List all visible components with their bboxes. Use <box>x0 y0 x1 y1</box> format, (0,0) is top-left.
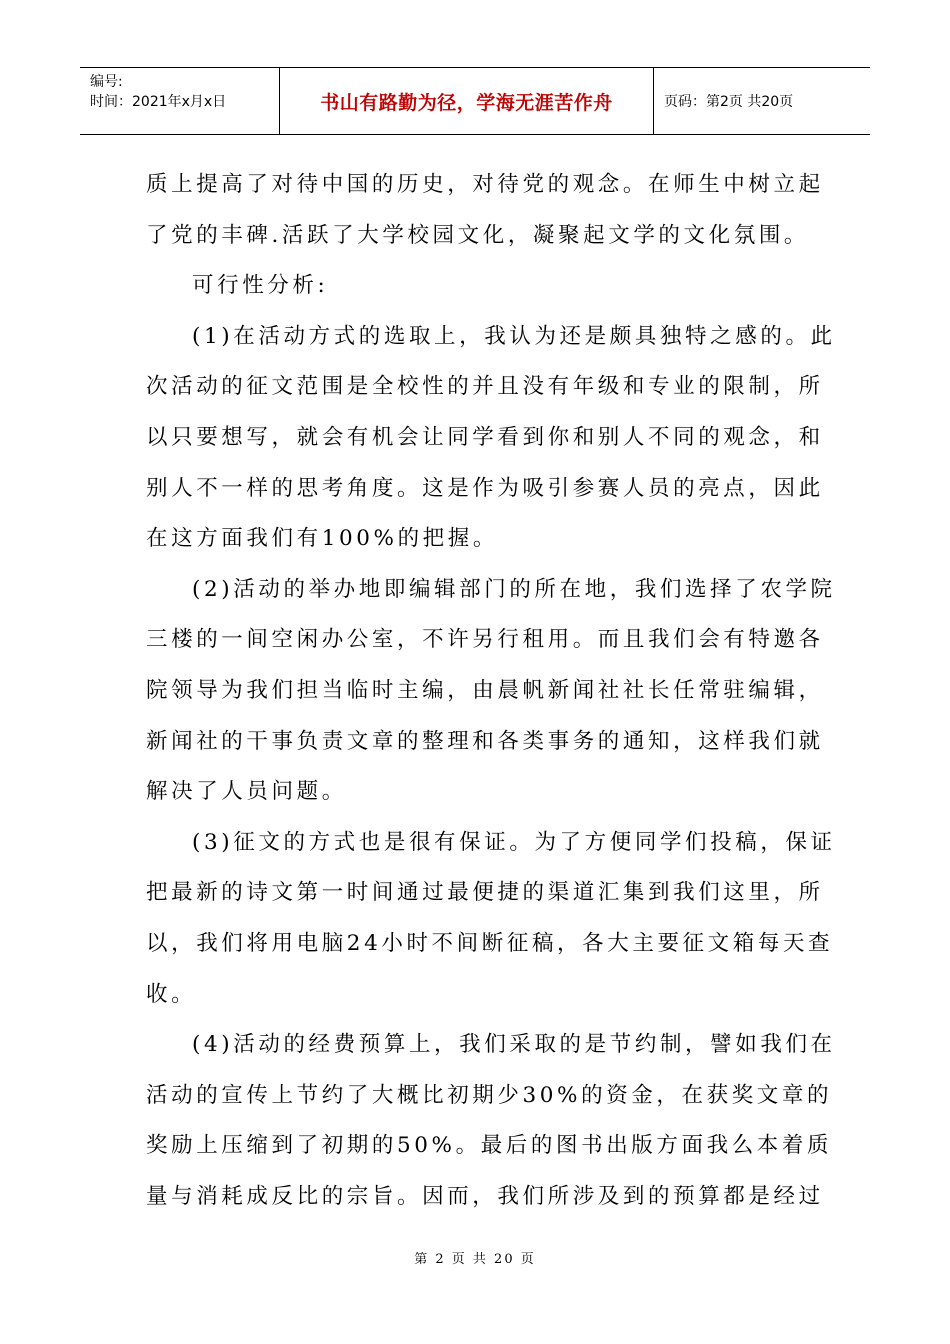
page-header <box>80 67 870 135</box>
text-line: 量与消耗成反比的宗旨。因而，我们所涉及到的预算都是经过 <box>146 1183 824 1209</box>
text-line: 在这方面我们有100%的把握。 <box>146 526 498 552</box>
text-line: 奖励上压缩到了初期的50%。最后的图书出版方面我么本着质 <box>146 1133 833 1159</box>
text-line: 把最新的诗文第一时间通过最便捷的渠道汇集到我们这里，所 <box>146 880 824 906</box>
text-line: (4)活动的经费预算上，我们采取的是节约制，譬如我们在 <box>192 1032 836 1058</box>
header-page-info: 页码：第2页 共20页 <box>664 94 794 110</box>
header-meta <box>80 68 280 134</box>
text-line: 活动的宣传上节约了大概比初期少30%的资金，在获奖文章的 <box>146 1082 833 1108</box>
text-line: 了党的丰碑.活跃了大学校园文化，凝聚起文学的文化氛围。 <box>146 222 810 248</box>
text-line: (3)征文的方式也是很有保证。为了方便同学们投稿，保证 <box>192 829 836 855</box>
text-line: (1)在活动方式的选取上，我认为还是颇具独特之感的。此 <box>192 323 836 349</box>
page-footer: 第 2 页 共 20 页 <box>414 1252 536 1267</box>
section-heading: 可行性分析: <box>192 273 329 299</box>
text-line: 质上提高了对待中国的历史，对待党的观念。在师生中树立起 <box>146 172 824 197</box>
text-line: (2)活动的举办地即编辑部门的所在地，我们选择了农学院 <box>192 576 836 602</box>
document-body <box>146 160 836 1222</box>
document-time: 时间：2021年x月x日 <box>90 94 227 110</box>
text-line: 三楼的一间空闲办公室，不许另行租用。而且我们会有特邀各 <box>146 627 824 653</box>
text-line: 以只要想写，就会有机会让同学看到你和别人不同的观念，和 <box>146 424 824 450</box>
text-line: 收。 <box>146 981 197 1007</box>
text-line: 次活动的征文范围是全校性的并且没有年级和专业的限制，所 <box>146 374 824 400</box>
text-line: 解决了人员问题。 <box>146 779 347 805</box>
text-line: 别人不一样的思考角度。这是作为吸引参赛人员的亮点，因此 <box>146 475 824 501</box>
text-line: 新闻社的干事负责文章的整理和各类事务的通知，这样我们就 <box>146 728 824 754</box>
text-line: 以，我们将用电脑24小时不间断征稿，各大主要征文箱每天查 <box>146 930 834 956</box>
text-line: 院领导为我们担当临时主编，由晨帆新闻社社长任常驻编辑， <box>146 677 824 703</box>
header-motto: 书山有路勤为径，学海无涯苦作舟 <box>280 68 654 134</box>
document-number-label: 编号: <box>90 74 123 90</box>
